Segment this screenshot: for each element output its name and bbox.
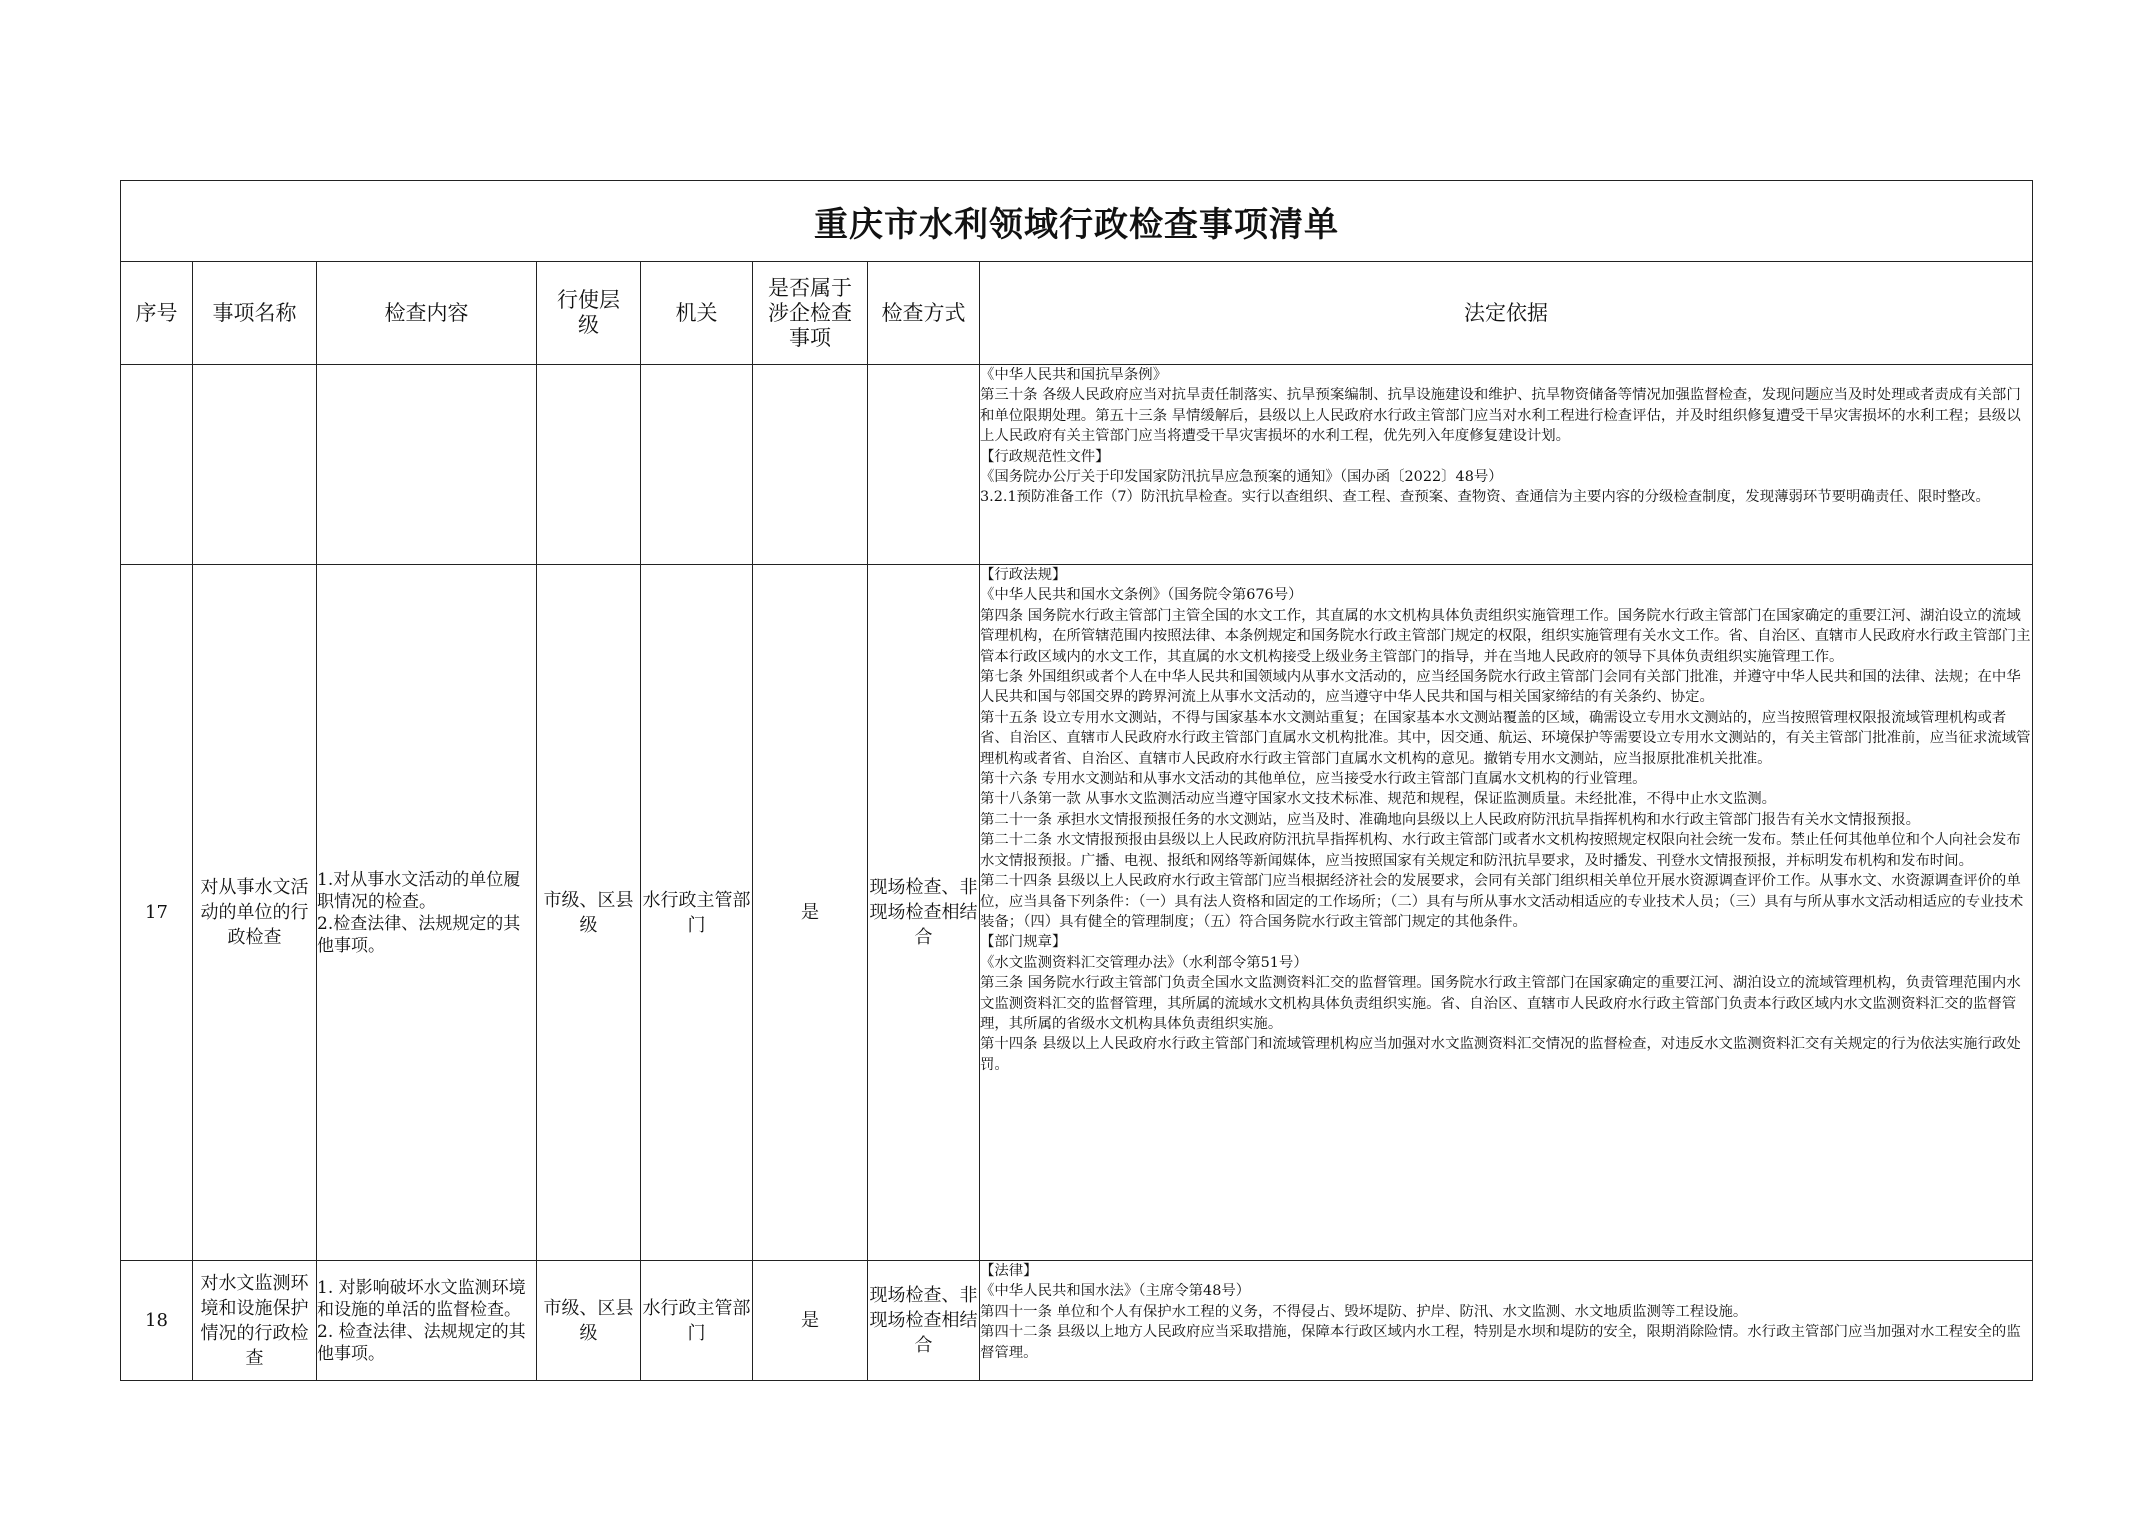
basis-paragraph: 【行政法规】 xyxy=(980,567,1067,583)
cell-method: 现场检查、非现场检查相结合 xyxy=(868,565,980,1261)
cell-level: 市级、区县级 xyxy=(537,565,641,1261)
table-row xyxy=(121,565,2033,1261)
cell-level xyxy=(537,365,641,565)
basis-paragraph: 第十四条 县级以上人民政府水行政主管部门和流域管理机构应当加强对水文监测资料汇交情况的监督检查，对违反水文监测资料汇交有关规定的行为依法实施行政处罚。 xyxy=(980,1036,2021,1073)
cell-seq: 18 xyxy=(121,1261,193,1381)
basis-paragraph: 第三十条 各级人民政府应当对抗旱责任制落实、抗旱预案编制、抗旱设施建设和维护、抗旱物资储备等情况加强监督检查，发现问题应当及时处理或者责成有关部门和单位限期处理。第五十三条 旱情缓解后，县级以上人民政府水行政主管部门应当对水利工程进行检查评估，并及时组织修复遭受干旱灾害损坏的水利工程；县级以上人民政府有关主管部门应当将遭受干旱灾害损坏的水利工程，优先列入年度修复建设计划。 xyxy=(980,387,2021,445)
basis-paragraph: 第四十二条 县级以上地方人民政府应当采取措施，保障本行政区域内水工程，特别是水坝和堤防的安全，限期消除险情。水行政主管部门应当加强对水工程安全的监督管理。 xyxy=(980,1324,2021,1361)
basis-paragraph: 第十八条第一款 从事水文监测活动应当遵守国家水文技术标准、规范和规程，保证监测质量。未经批准，不得中止水文监测。 xyxy=(980,791,1777,808)
cell-name: 对水文监测环境和设施保护情况的行政检查 xyxy=(193,1261,317,1381)
cell-seq xyxy=(121,365,193,565)
table-row xyxy=(121,1261,2033,1381)
header-basis: 法定依据 xyxy=(980,262,2033,365)
cell-level: 市级、区县级 xyxy=(537,1261,641,1381)
header-name: 事项名称 xyxy=(193,262,317,365)
cell-agency: 水行政主管部门 xyxy=(641,1261,753,1381)
header-content: 检查内容 xyxy=(317,262,537,365)
cell-name: 对从事水文活动的单位的行政检查 xyxy=(193,565,317,1261)
cell-enterprise: 是 xyxy=(753,1261,868,1381)
header-level: 行使层级 xyxy=(537,262,641,365)
cell-basis xyxy=(980,365,2033,565)
header-seq: 序号 xyxy=(121,262,193,365)
cell-enterprise: 是 xyxy=(753,565,868,1261)
basis-paragraph: 《国务院办公厅关于印发国家防汛抗旱应急预案的通知》（国办函〔2022〕48号） xyxy=(980,469,1503,486)
basis-paragraph: 第二十一条 承担水文情报预报任务的水文测站，应当及时、准确地向县级以上人民政府防汛抗旱指挥机构和水行政主管部门报告有关水文情报预报。 xyxy=(980,811,1920,828)
basis-paragraph: 第二十二条 水文情报预报由县级以上人民政府防汛抗旱指挥机构、水行政主管部门或者水文机构按照规定权限向社会统一发布。禁止任何其他单位和个人向社会发布水文情报预报。广播、电视、报纸和网络等新闻媒体，应当按照国家有关规定和防汛抗旱要求，及时播发、刊登水文情报预报，并标明发布机构和发布时间。 xyxy=(980,832,2021,869)
basis-paragraph: 《水文监测资料汇交管理办法》（水利部令第51号） xyxy=(980,954,1308,971)
basis-paragraph: 第十五条 设立专用水文测站，不得与国家基本水文测站重复；在国家基本水文测站覆盖的区域，确需设立专用水文测站的，应当按照管理权限报流域管理机构或者省、自治区、直辖市人民政府水行政主管部门直属水文机构批准。其中，因交通、航运、环境保护等需要设立专用水文测站的，有关主管部门批准前，应当征求流域管理机构或者省、自治区、直辖市人民政府水行政主管部门直属水文机构的意见。撤销专用水文测站，应当报原批准机关批准。 xyxy=(980,709,2031,767)
header-enterprise: 是否属于涉企检查事项 xyxy=(753,262,868,365)
cell-content xyxy=(317,365,537,565)
basis-paragraph: 【法律】 xyxy=(980,1263,1038,1279)
cell-agency: 水行政主管部门 xyxy=(641,565,753,1261)
basis-paragraph: 第七条 外国组织或者个人在中华人民共和国领域内从事水文活动的，应当经国务院水行政主管部门会同有关部门批准，并遵守中华人民共和国的法律、法规；在中华人民共和国与邻国交界的跨界河流上从事水文活动的，应当遵守中华人民共和国与相关国家缔结的有关条约、协定。 xyxy=(980,669,2021,706)
cell-seq: 17 xyxy=(121,565,193,1261)
basis-paragraph: 第四条 国务院水行政主管部门主管全国的水文工作，其直属的水文机构具体负责组织实施管理工作。国务院水行政主管部门在国家确定的重要江河、湖泊设立的流域管理机构，在所管辖范围内按照法律、本条例规定和国务院水行政主管部门规定的权限，组织实施管理有关水文工作。省、自治区、直辖市人民政府水行政主管部门主管本行政区域内的水文工作，其直属的水文机构接受上级业务主管部门的指导，并在当地人民政府的领导下具体负责组织实施管理工作。 xyxy=(980,607,2031,665)
basis-paragraph: 《中华人民共和国水文条例》（国务院令第676号） xyxy=(980,587,1303,604)
cell-method: 现场检查、非现场检查相结合 xyxy=(868,1261,980,1381)
cell-content: 1.对从事水文活动的单位履职情况的检查。 2.检查法律、法规规定的其他事项。 xyxy=(317,565,537,1261)
cell-agency xyxy=(641,365,753,565)
page-title: 重庆市水利领域行政检查事项清单 xyxy=(121,181,2033,262)
basis-paragraph: 【行政规范性文件】 xyxy=(980,448,1110,465)
basis-paragraph: 3.2.1预防准备工作（7）防汛抗旱检查。实行以查组织、查工程、查预案、查物资、查通信为主要内容的分级检查制度，发现薄弱环节要明确责任、限时整改。 xyxy=(980,489,1990,506)
basis-paragraph: 《中华人民共和国水法》（主席令第48号） xyxy=(980,1283,1251,1300)
basis-paragraph: 第二十四条 县级以上人民政府水行政主管部门应当根据经济社会的发展要求，会同有关部门组织相关单位开展水资源调查评价工作。从事水文、水资源调查评价的单位，应当具备下列条件：（一）具有法人资格和固定的工作场所；（二）具有与所从事水文活动相适应的专业技术人员；（三）具有与所从事水文活动相适应的专业技术装备；（四）具有健全的管理制度；（五）符合国务院水行政主管部门规定的其他条件。 xyxy=(980,873,2024,930)
basis-paragraph: 第三条 国务院水行政主管部门负责全国水文监测资料汇交的监督管理。国务院水行政主管部门在国家确定的重要江河、湖泊设立的流域管理机构，负责管理范围内水文监测资料汇交的监督管理，其所属的流域水文机构具体负责组织实施。省、自治区、直辖市人民政府水行政主管部门负责本行政区域内水文监测资料汇交的监督管理，其所属的省级水文机构具体负责组织实施。 xyxy=(980,975,2021,1032)
cell-content: 1. 对影响破坏水文监测环境和设施的单活的监督检查。 2. 检查法律、法规规定的其他事项。 xyxy=(317,1261,537,1381)
cell-name xyxy=(193,365,317,565)
basis-paragraph: 第十六条 专用水文测站和从事水文活动的其他单位，应当接受水行政主管部门直属水文机构的行业管理。 xyxy=(980,771,1647,788)
cell-enterprise xyxy=(753,365,868,565)
inspection-table xyxy=(120,180,2033,1381)
table-row xyxy=(121,365,2033,565)
cell-basis xyxy=(980,565,2033,1261)
cell-method xyxy=(868,365,980,565)
basis-paragraph: 第四十一条 单位和个人有保护水工程的义务，不得侵占、毁坏堤防、护岸、防汛、水文监测、水文地质监测等工程设施。 xyxy=(980,1303,1748,1320)
header-agency: 机关 xyxy=(641,262,753,365)
header-method: 检查方式 xyxy=(868,262,980,365)
cell-basis xyxy=(980,1261,2033,1381)
basis-paragraph: 【部门规章】 xyxy=(980,934,1067,951)
basis-paragraph: 《中华人民共和国抗旱条例》 xyxy=(980,367,1168,383)
